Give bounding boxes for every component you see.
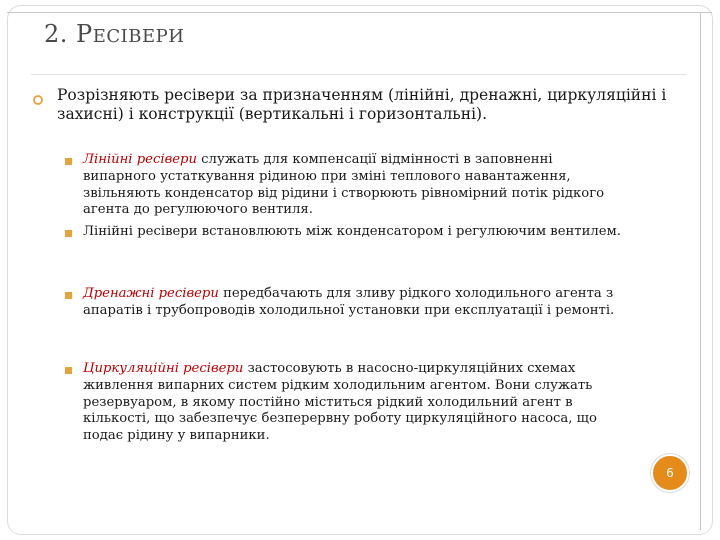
- item-text: Лінійні ресівери встановлюють між конденсатором і регулюючим вентилем.: [83, 224, 622, 239]
- circle-outline-icon: [32, 94, 44, 106]
- item-text: застосовують в насосно-циркуляційних схемах живлення випарних систем рідким холодильним агентом. Вони служать резервуаром, в якому постійно міститься рідкий холодильний агент в кількості, що забезпечує безперервну роботу циркуляційного насоса, що подає рідину у випарники.: [83, 361, 597, 444]
- item-text: передбачають для зливу рідкого холодильного агента з апаратів і трубопроводів холодильної установки при експлуатації і ремонті.: [83, 286, 615, 318]
- filled-square-icon: [64, 366, 73, 375]
- filled-square-icon: [64, 291, 73, 300]
- page-number: 6: [666, 466, 674, 480]
- slide-title: [44, 20, 184, 48]
- item-drain-receivers: [83, 286, 623, 320]
- title-rest: ЕСІВЕРИ: [92, 26, 185, 47]
- title-number: 2.: [44, 20, 77, 48]
- item-linear-receivers: [83, 152, 623, 219]
- right-rule: [700, 12, 701, 530]
- item-term: Лінійні ресівери: [83, 152, 197, 167]
- item-term: Циркуляційні ресівери: [83, 361, 244, 376]
- filled-square-icon: [64, 157, 73, 166]
- item-text: служать для компенсації відмінності в заповненні випарного устаткування рідиною при зміні теплового навантаження, звільняють конденсатор від рідини і створюють рівномірний потік рідкого агента до регулюючого вентиля.: [83, 152, 605, 218]
- item-linear-placement: [83, 224, 623, 241]
- item-term: Дренажні ресівери: [83, 286, 219, 301]
- intro-text: Розрізняють ресівери за призначенням (лінійні, дренажні, циркуляційні і захисні) і конструкції (вертикальні і горизонтальні).: [57, 86, 667, 123]
- title-first-letter: Р: [76, 20, 93, 48]
- top-rule: [7, 12, 712, 13]
- page-number-badge: [651, 454, 689, 492]
- slide-frame: [7, 5, 713, 535]
- filled-square-icon: [64, 229, 73, 238]
- item-circulation-receivers: [83, 361, 623, 445]
- title-underline: [31, 74, 686, 75]
